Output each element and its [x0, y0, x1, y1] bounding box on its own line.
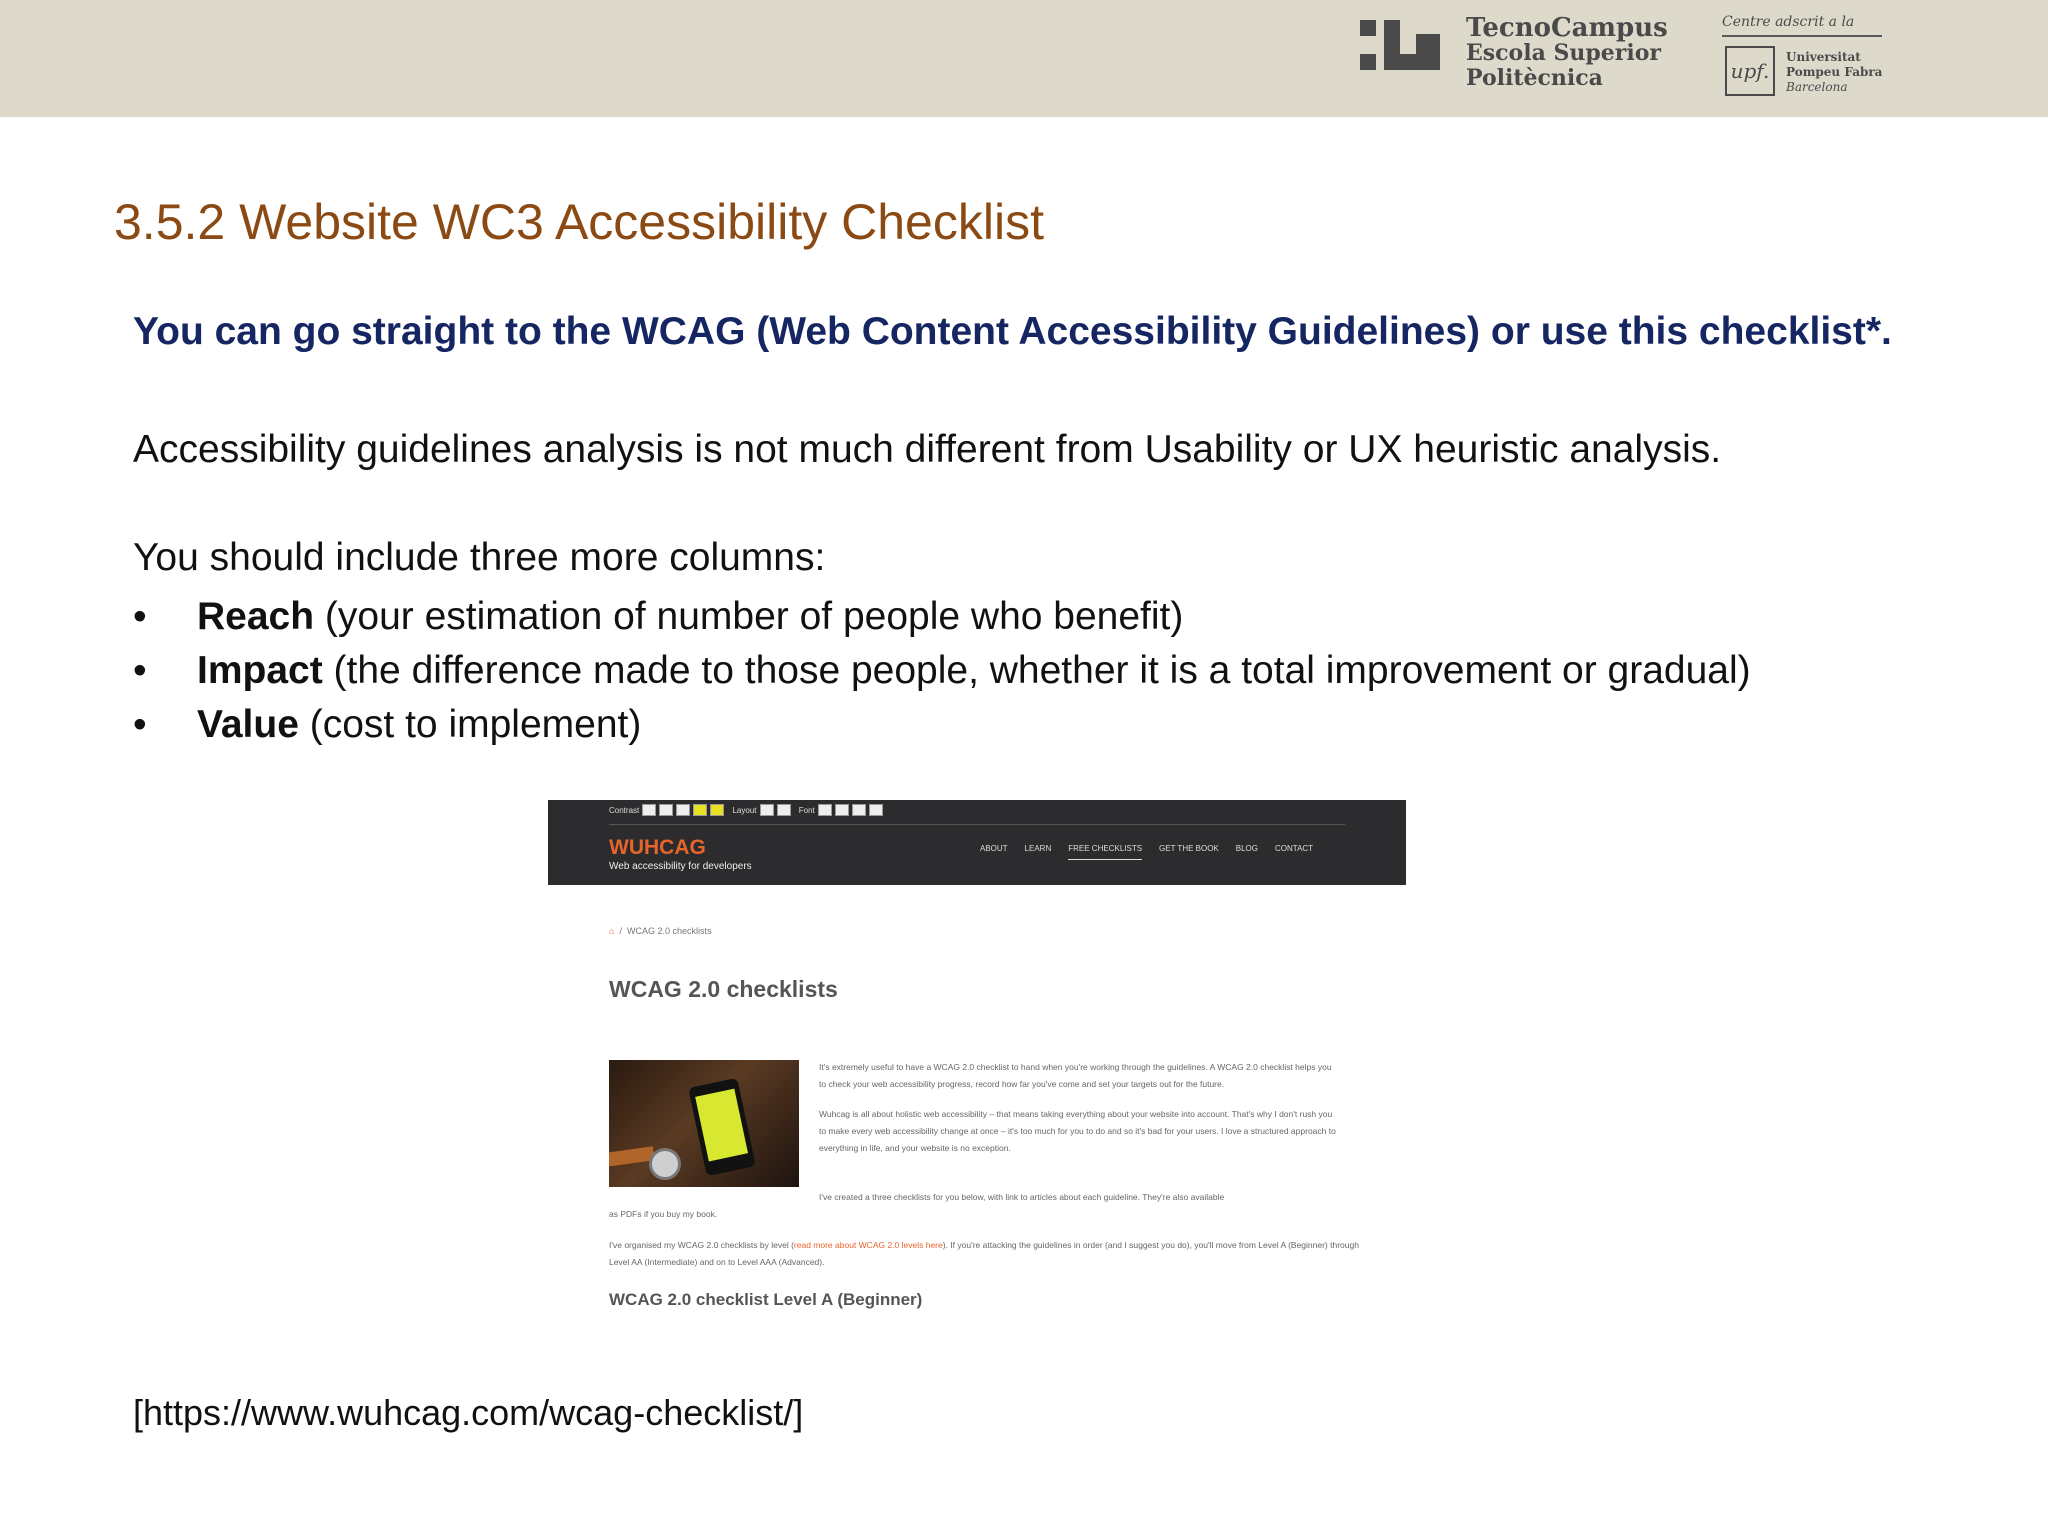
contrast-yellow-icon [693, 804, 707, 816]
bullet-description: (your estimation of number of people who benefit) [314, 595, 1184, 638]
bullet-icon: • [133, 649, 147, 692]
intro-paragraph: It's extremely useful to have a WCAG 2.0 checklist to hand when you're working through the guidelines. A WCAG 2.0 checklist helps you to check your web accessibility progress, record how far you've come and set your targets out for the future. [819, 1062, 1332, 1089]
breadcrumb [609, 926, 712, 936]
site-nav [980, 844, 1313, 860]
layout-label: Layout [732, 805, 757, 815]
layout-grid-icon [760, 804, 774, 816]
contrast-yellow-eye-icon [710, 804, 724, 816]
font-larger-icon [835, 804, 849, 816]
list-item [133, 644, 1751, 698]
upf-wordmark: Universitat Pompeu Fabra Barcelona [1786, 50, 1883, 94]
list-item [133, 698, 1751, 752]
bullet-term: Impact [197, 649, 323, 692]
font-smaller-icon [818, 804, 832, 816]
checklists-paragraph: I've created a three checklists for you below, with link to articles about each guideline. They're also available [819, 1192, 1225, 1202]
list-item [133, 590, 1751, 644]
bullet-term: Reach [197, 595, 315, 638]
phone-icon [688, 1078, 756, 1176]
site-header [548, 800, 1406, 885]
contrast-dark-icon [659, 804, 673, 816]
level-a-heading: WCAG 2.0 checklist Level A (Beginner) [609, 1290, 923, 1309]
slide-title: 3.5.2 Website WC3 Accessibility Checklist [114, 194, 1044, 250]
nav-item-free-checklists: FREE CHECKLISTS [1068, 844, 1142, 860]
breadcrumb-current: WCAG 2.0 checklists [626, 926, 712, 936]
phone-checklist-photo [609, 1060, 799, 1187]
site-logo: WUHCAG [609, 836, 706, 859]
paragraph-columns-intro: You should include three more columns: [133, 536, 826, 579]
home-icon: ⌂ [609, 926, 615, 936]
reset-icon [869, 804, 883, 816]
bullet-description: (the difference made to those people, whether it is a total improvement or gradual) [322, 649, 1751, 692]
watch-strap [609, 1146, 655, 1168]
phone-screen [695, 1089, 748, 1162]
site-tagline: Web accessibility for developers [609, 861, 752, 872]
bullet-description: (cost to implement) [298, 703, 642, 746]
tecnocampus-logo-icon [1360, 20, 1444, 76]
font-label: Font [798, 805, 815, 815]
levels-paragraph: I've organised my WCAG 2.0 checklists by level (read more about WCAG 2.0 levels here). If you're attacking the guidelines in order (and I suggest you do), you'll move from Level A (Beginner) through Level AA (Intermediate) and on to Level AAA (Advanced). [609, 1240, 1359, 1267]
breadcrumb-separator: / [619, 926, 622, 936]
upf-affiliation-label: Centre adscrit a la [1722, 14, 1855, 30]
page-heading: WCAG 2.0 checklists [609, 976, 838, 1002]
nav-item-learn: LEARN [1024, 844, 1052, 853]
contrast-default-icon [642, 804, 656, 816]
nav-item-contact: CONTACT [1275, 844, 1314, 853]
bullet-icon: • [133, 703, 147, 746]
bullet-icon: • [133, 595, 147, 638]
font-style-icon [852, 804, 866, 816]
tecnocampus-wordmark: TecnoCampus Escola Superior Politècnica [1466, 13, 1668, 91]
upf-logo-icon: upf. [1725, 46, 1775, 96]
contrast-label: Contrast [609, 805, 640, 815]
nav-item-blog: BLOG [1235, 844, 1258, 853]
checklists-paragraph-continued: as PDFs if you buy my book. [609, 1209, 718, 1219]
header-banner [0, 0, 2048, 117]
wuhcag-website-screenshot [548, 800, 1406, 1330]
paragraph-analysis: Accessibility guidelines analysis is not much different from Usability or UX heuristic analysis. [133, 428, 1722, 471]
watch-icon [649, 1148, 681, 1180]
columns-bullet-list [133, 590, 1751, 752]
nav-item-get-the-book: GET THE BOOK [1159, 844, 1219, 853]
contrast-eye-icon [676, 804, 690, 816]
layout-expand-icon [777, 804, 791, 816]
divider [1722, 35, 1882, 37]
holistic-paragraph: Wuhcag is all about holistic web accessibility – that means taking everything about your website into account. That's why I don't rush you to make every web accessibility change at once – it's too much for you to do and so it's bad for your users. I love a structured approach to everything in life, and your website is no exception. [819, 1109, 1336, 1153]
levels-link: read more about WCAG 2.0 levels here [793, 1240, 943, 1250]
divider [609, 824, 1345, 825]
nav-item-about: ABOUT [980, 844, 1008, 853]
bullet-term: Value [197, 703, 299, 746]
source-url: [https://www.wuhcag.com/wcag-checklist/] [133, 1392, 804, 1433]
accessibility-toolbar [609, 804, 883, 816]
lead-sentence: You can go straight to the WCAG (Web Content Accessibility Guidelines) or use this checklist*. [133, 310, 1892, 353]
